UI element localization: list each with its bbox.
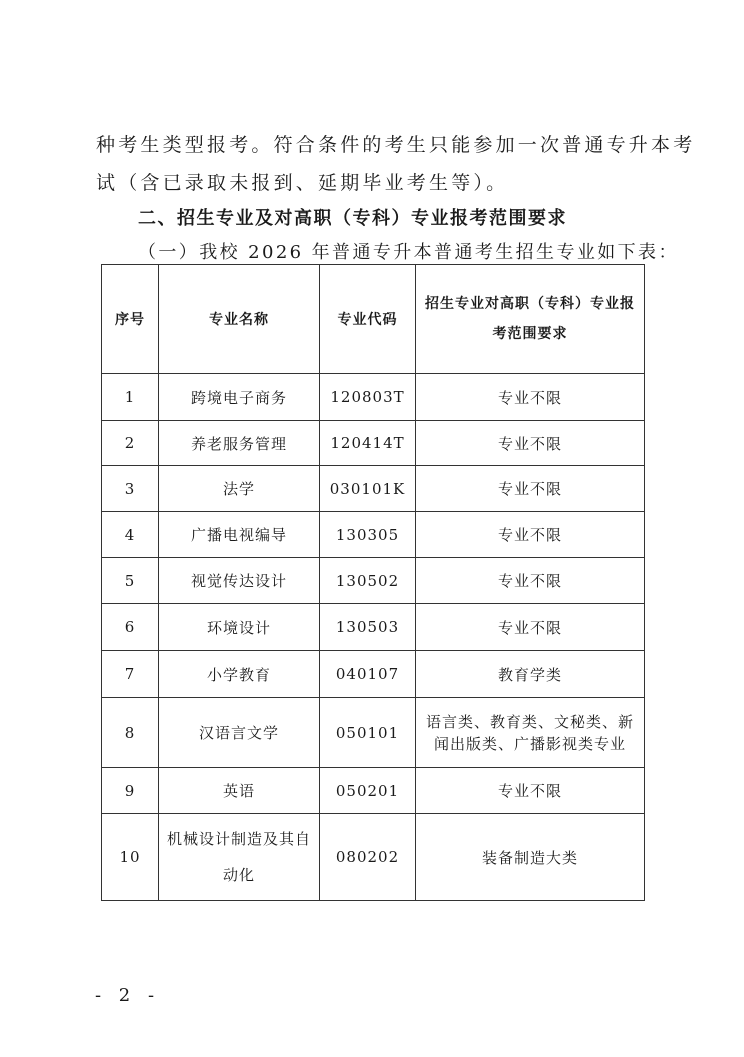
cell-code: 120414T <box>320 421 416 466</box>
header-requirement: 招生专业对高职（专科）专业报考范围要求 <box>416 265 645 374</box>
cell-code: 130503 <box>320 604 416 651</box>
cell-name: 养老服务管理 <box>159 421 320 466</box>
cell-requirement: 专业不限 <box>416 768 645 814</box>
cell-code: 050201 <box>320 768 416 814</box>
table-row <box>102 512 645 558</box>
cell-code: 040107 <box>320 651 416 698</box>
cell-code: 130502 <box>320 558 416 604</box>
cell-code: 120803T <box>320 374 416 421</box>
cell-name: 法学 <box>159 466 320 512</box>
table-row <box>102 814 645 901</box>
cell-requirement: 专业不限 <box>416 558 645 604</box>
cell-name: 机械设计制造及其自动化 <box>159 814 320 901</box>
header-name: 专业名称 <box>159 265 320 374</box>
cell-requirement: 教育学类 <box>416 651 645 698</box>
table-row <box>102 651 645 698</box>
cell-requirement: 专业不限 <box>416 421 645 466</box>
cell-no: 8 <box>102 698 159 768</box>
paragraph-line-1: 种考生类型报考。符合条件的考生只能参加一次普通专升本考 <box>96 134 696 156</box>
cell-name: 英语 <box>159 768 320 814</box>
header-no: 序号 <box>102 265 159 374</box>
header-code: 专业代码 <box>320 265 416 374</box>
cell-no: 6 <box>102 604 159 651</box>
cell-no: 1 <box>102 374 159 421</box>
cell-name: 跨境电子商务 <box>159 374 320 421</box>
cell-code: 080202 <box>320 814 416 901</box>
cell-requirement: 装备制造大类 <box>416 814 645 901</box>
cell-requirement: 专业不限 <box>416 374 645 421</box>
table-row <box>102 768 645 814</box>
sub-heading: （一）我校 2026 年普通专升本普通考生招生专业如下表： <box>138 242 679 263</box>
table-row <box>102 604 645 651</box>
cell-no: 5 <box>102 558 159 604</box>
page-number: - 2 - <box>95 985 161 1006</box>
cell-name: 小学教育 <box>159 651 320 698</box>
cell-no: 10 <box>102 814 159 901</box>
cell-requirement: 专业不限 <box>416 604 645 651</box>
cell-name: 环境设计 <box>159 604 320 651</box>
cell-requirement: 专业不限 <box>416 512 645 558</box>
table-row <box>102 698 645 768</box>
cell-no: 2 <box>102 421 159 466</box>
majors-table <box>101 264 645 901</box>
cell-code: 050101 <box>320 698 416 768</box>
table-row <box>102 374 645 421</box>
section-heading: 二、招生专业及对高职（专科）专业报考范围要求 <box>138 208 567 229</box>
cell-requirement: 语言类、教育类、文秘类、新闻出版类、广播影视类专业 <box>416 698 645 768</box>
cell-no: 4 <box>102 512 159 558</box>
cell-code: 130305 <box>320 512 416 558</box>
table-row <box>102 421 645 466</box>
table-row <box>102 558 645 604</box>
table-header-row <box>102 265 645 374</box>
cell-name: 广播电视编导 <box>159 512 320 558</box>
cell-no: 7 <box>102 651 159 698</box>
cell-name: 汉语言文学 <box>159 698 320 768</box>
cell-no: 9 <box>102 768 159 814</box>
cell-code: 030101K <box>320 466 416 512</box>
paragraph-line-2: 试（含已录取未报到、延期毕业考生等）。 <box>96 172 509 194</box>
cell-no: 3 <box>102 466 159 512</box>
cell-name: 视觉传达设计 <box>159 558 320 604</box>
table-row <box>102 466 645 512</box>
cell-requirement: 专业不限 <box>416 466 645 512</box>
